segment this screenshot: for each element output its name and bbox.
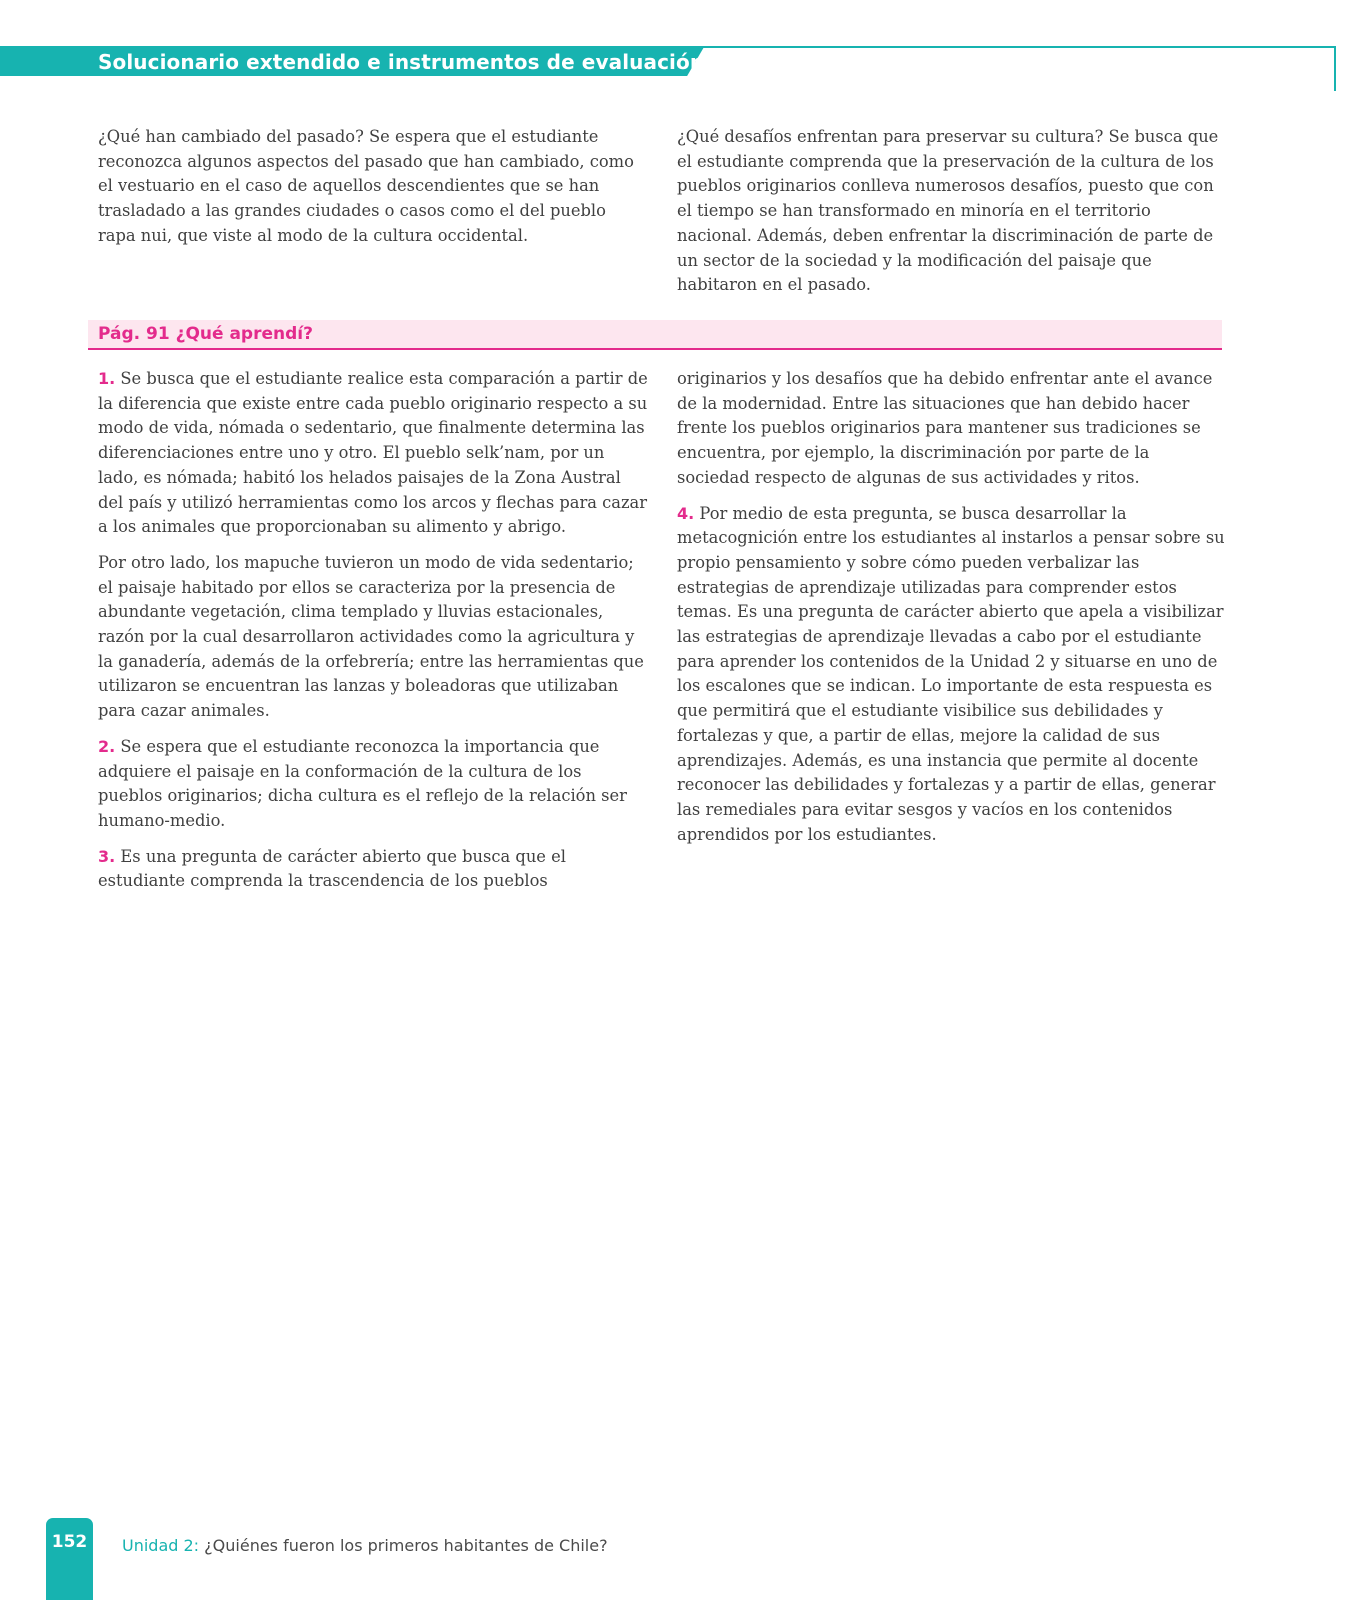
page-header-title: Solucionario extendido e instrumentos de evaluación <box>98 50 705 74</box>
answer-3-continued: originarios y los desafíos que ha debido enfrentar ante el avance de la modernidad. Entre las situaciones que han debido hacer frente los pueblos originarios para mantener sus tradiciones se encuentra, por ejemplo, la discriminación por parte de la sociedad respecto de algunas de sus actividades y ritos. <box>677 369 1213 487</box>
intro-right-paragraph: ¿Qué desafíos enfrentan para preservar su cultura? Se busca que el estudiante comprenda que la preservación de la cultura de los pueblos originarios conlleva numerosos desafíos, puesto que con el tiempo se han transformado en minoría en el territorio nacional. Además, deben enfrentar la discriminación de parte de un sector de la sociedad y la modificación del paisaje que habitaron en el pasado. <box>677 127 1219 295</box>
answer-1 <box>98 367 648 540</box>
answer-4-number: 4. <box>677 503 695 523</box>
page-number-tab <box>46 1518 93 1600</box>
page-number: 152 <box>51 1532 88 1552</box>
answer-3 <box>98 845 648 894</box>
intro-left-paragraph: ¿Qué han cambiado del pasado? Se espera que el estudiante reconozca algunos aspectos del pasado que han cambiado, como el vestuario en el caso de aquellos descendientes que se han trasladado a las grandes ciudades o casos como el del pueblo rapa nui, que viste al modo de la cultura occidental. <box>98 127 634 245</box>
answer-3-text: Es una pregunta de carácter abierto que busca que el estudiante comprenda la trascendencia de los pueblos <box>98 846 566 891</box>
answer-4 <box>677 502 1227 848</box>
answer-4-text: Por medio de esta pregunta, se busca desarrollar la metacognición entre los estudiantes al instarlos a pensar sobre su propio pensamiento y sobre cómo pueden verbalizar las estrategias de aprendizaje utilizadas para comprender estos temas. Es una pregunta de carácter abierto que apela a visibilizar las estrategias de aprendizaje llevadas a cabo por el estudiante para aprender los contenidos de la Unidad 2 y situarse en uno de los escalones que se indican. Lo importante de esta respuesta es que permitirá que el estudiante visibilice sus debilidades y fortalezas y que, a partir de ellas, mejore la calidad de sus aprendizajes. Además, es una instancia que permite al docente reconocer las debilidades y fortalezas y a partir de ellas, generar las remediales para evitar sesgos y vacíos en los contenidos aprendidos por los estudiantes. <box>677 503 1225 844</box>
intro-left-column <box>98 125 648 260</box>
answer-2-text: Se espera que el estudiante reconozca la importancia que adquiere el paisaje en la conformación de la cultura de los pueblos originarios; dicha cultura es el reflejo de la relación ser humano-medio. <box>98 736 627 830</box>
footer-running-title <box>122 1536 608 1555</box>
header-edge-rule <box>1334 46 1336 91</box>
answer-1-text: Se busca que el estudiante realice esta comparación a partir de la diferencia que existe entre cada pueblo originario respecto a su modo de vida, nómada o sedentario, que finalmente determina las diferenciaciones entre uno y otro. El pueblo selk’nam, por un lado, es nómada; habitó los helados paisajes de la Zona Austral del país y utilizó herramientas como los arcos y flechas para cazar a los animales que proporcionaban su alimento y abrigo. <box>98 369 648 537</box>
answer-2 <box>98 735 648 834</box>
answer-1-number: 1. <box>98 369 116 388</box>
answer-1-continued: Por otro lado, los mapuche tuvieron un modo de vida sedentario; el paisaje habitado por ellos se caracteriza por la presencia de abundante vegetación, clima templado y lluvias estacionales, razón por la cual desarrollaron actividades como la agricultura y la ganadería, además de la orfebrería; entre las herramientas que utilizaron se encuentran las lanzas y boleadoras que utilizaban para cazar animales. <box>98 552 644 721</box>
footer-unit-label: Unidad 2: <box>122 1536 200 1555</box>
answers-left-column <box>98 367 648 905</box>
footer-unit-title: ¿Quiénes fueron los primeros habitantes de Chile? <box>204 1536 608 1555</box>
answer-2-number: 2. <box>98 736 116 756</box>
answer-3-number: 3. <box>98 846 116 866</box>
intro-right-column <box>677 125 1227 309</box>
answers-right-column <box>677 367 1227 858</box>
section-title: Pág. 91 ¿Qué aprendí? <box>98 324 313 344</box>
section-header-bar <box>88 320 1222 350</box>
